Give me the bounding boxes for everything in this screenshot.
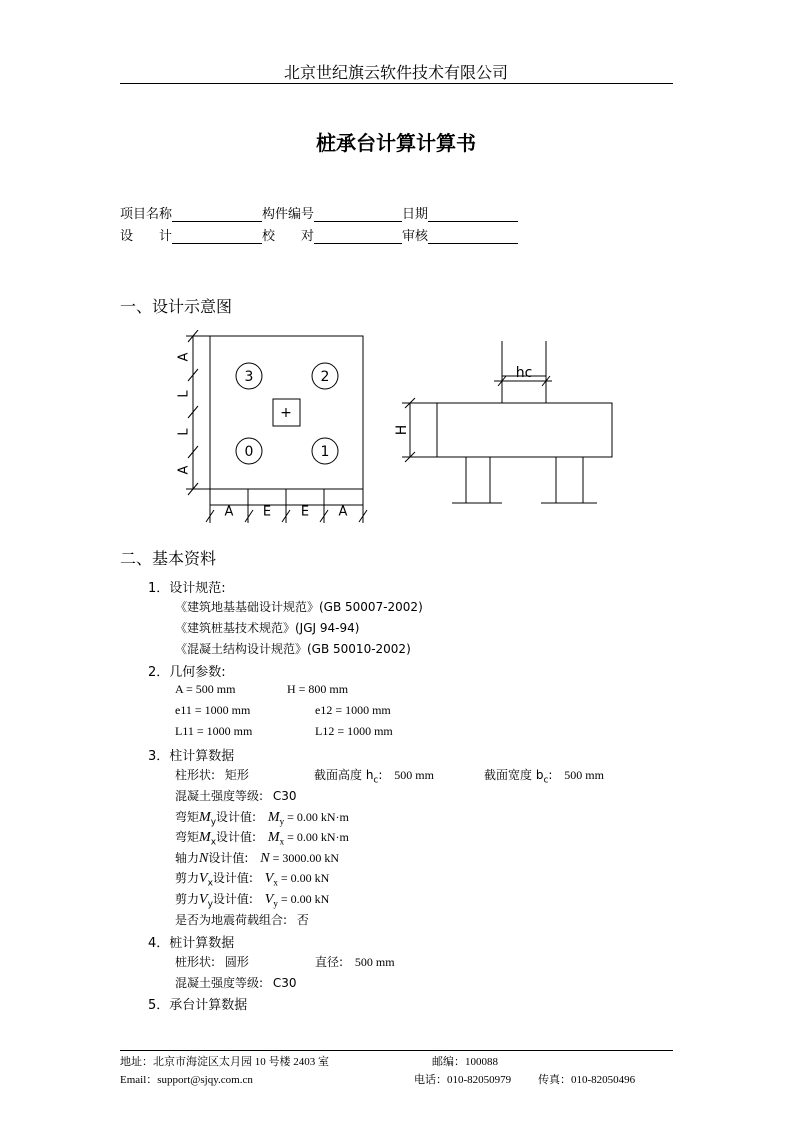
vx-symbol-sub: x — [207, 878, 213, 889]
n-eq-symbol: N — [260, 851, 270, 866]
section-2-heading: 二、基本资料 — [120, 549, 217, 568]
hc-label: hc — [515, 365, 533, 381]
form-label-design: 设 计 — [120, 229, 173, 244]
col-hc-label: 截面高度 h — [314, 768, 374, 782]
vy-label-a: 剪力 — [175, 892, 200, 906]
my-row — [175, 808, 349, 827]
vy-label-b: 设计值: — [212, 892, 253, 906]
height-label: H — [394, 424, 410, 436]
form-label-member: 构件编号 — [262, 207, 315, 222]
code-3: 《混凝土结构设计规范》(GB 50010-2002) — [175, 642, 411, 656]
col-bc-row — [484, 766, 604, 785]
footer-rule — [120, 1050, 673, 1051]
vx-label-a: 剪力 — [175, 871, 200, 885]
bottom-dim-a-right: A — [338, 504, 348, 520]
seismic-label: 是否为地震荷载组合: — [175, 913, 288, 927]
vx-eq-symbol: V — [264, 871, 274, 886]
seismic-value: 否 — [296, 913, 309, 927]
plan-diagram — [170, 330, 380, 530]
col-bc-label: 截面宽度 b — [484, 768, 544, 782]
col-hc-colon: : — [378, 768, 383, 782]
vx-label-b: 设计值: — [212, 871, 253, 885]
n-label-a: 轴力 — [175, 851, 200, 865]
code-2: 《建筑桩基技术规范》(JGJ 94-94) — [175, 621, 360, 635]
n-symbol: N — [199, 851, 209, 866]
pile-concrete-label: 混凝土强度等级: — [175, 976, 264, 990]
col-shape-label: 柱形状: — [175, 768, 216, 782]
n-label-b: 设计值: — [208, 851, 249, 865]
footer-address: 地址：北京市海淀区太月园 10 号楼 2403 室 — [120, 1056, 329, 1068]
my-label-a: 弯矩 — [175, 810, 200, 824]
my-symbol: M — [199, 810, 211, 825]
form-label-review: 审核 — [402, 229, 429, 244]
bottom-dim-a-left: A — [224, 504, 234, 520]
pile-label-3: 3 — [244, 369, 254, 385]
mx-eq: = 0.00 kN·m — [284, 830, 349, 844]
param-l12: L12 = 1000 mm — [315, 724, 393, 738]
mx-row — [175, 828, 349, 847]
mx-symbol: M — [199, 830, 211, 845]
my-symbol-sub: y — [210, 817, 217, 828]
code-1: 《建筑地基基础设计规范》(GB 50007-2002) — [175, 600, 423, 614]
left-dim-l-2: L — [176, 428, 192, 436]
form-row-1 — [120, 203, 518, 222]
form-label-check: 校 对 — [262, 229, 315, 244]
my-eq-sub: y — [279, 816, 285, 827]
param-e12: e12 = 1000 mm — [315, 703, 391, 717]
pile-dia-value: 500 mm — [354, 955, 395, 969]
n-eq: = 3000.00 kN — [269, 851, 340, 865]
left-dim-l-1: L — [176, 390, 192, 398]
vy-value — [264, 892, 330, 909]
vy-eq-symbol: V — [264, 892, 274, 907]
col-shape-row — [175, 766, 249, 783]
vy-eq-sub: y — [273, 898, 278, 909]
col-hc-value: 500 mm — [394, 768, 434, 782]
my-eq: = 0.00 kN·m — [284, 810, 349, 824]
my-value — [267, 810, 349, 827]
my-eq-symbol: M — [267, 810, 280, 825]
mx-value — [267, 830, 349, 847]
center-mark: + — [280, 405, 292, 421]
col-concrete-value: C30 — [272, 789, 297, 803]
vx-row — [175, 869, 329, 888]
mx-label-a: 弯矩 — [175, 830, 200, 844]
mx-symbol-sub: x — [210, 837, 217, 848]
pile-label-1: 1 — [320, 444, 330, 460]
s2-title: 2．几何参数: — [148, 665, 226, 680]
pile-concrete-row — [175, 974, 297, 991]
seismic-row — [175, 911, 309, 928]
param-a: A = 500 mm — [175, 682, 236, 696]
param-h: H = 800 mm — [287, 682, 349, 696]
s3-title: 3．柱计算数据 — [148, 749, 235, 764]
cap-elevation — [437, 403, 612, 457]
vy-symbol: V — [199, 892, 208, 907]
vx-symbol: V — [199, 871, 208, 886]
mx-label-b: 设计值: — [216, 830, 257, 844]
col-shape-value: 矩形 — [224, 768, 249, 782]
my-label-b: 设计值: — [216, 810, 257, 824]
n-value — [260, 851, 339, 865]
elevation-diagram — [390, 335, 620, 510]
form-row-2 — [120, 225, 518, 244]
bottom-dim-e-2: E — [300, 504, 310, 520]
page-title: 桩承台计算计算书 — [316, 131, 476, 155]
footer-fax: 传真：010-82050496 — [538, 1074, 636, 1086]
col-hc-sub: c — [373, 775, 379, 786]
s1-title: 1．设计规范: — [148, 581, 226, 596]
pile-concrete-value: C30 — [272, 976, 297, 990]
footer-phone: 电话：010-82050979 — [414, 1074, 512, 1086]
col-hc-row — [314, 766, 434, 785]
footer-email: Email：support@sjqy.com.cn — [120, 1074, 253, 1086]
pile-label-0: 0 — [244, 444, 254, 460]
pile-dia-row — [315, 953, 395, 970]
n-row — [175, 849, 339, 867]
col-bc-value: 500 mm — [564, 768, 604, 782]
vx-value — [264, 871, 330, 888]
footer-postcode: 邮编：100088 — [432, 1056, 498, 1068]
bottom-dim-e-1: E — [262, 504, 272, 520]
vy-eq: = 0.00 kN — [277, 892, 330, 906]
left-dim-a-top: A — [176, 352, 192, 362]
left-dim-a-bottom: A — [176, 465, 192, 475]
pile-shape-label: 桩形状: — [175, 955, 216, 969]
s4-title: 4．桩计算数据 — [148, 936, 235, 951]
pile-shape-row — [175, 953, 249, 970]
form-label-date: 日期 — [402, 207, 429, 222]
s5-title: 5．承台计算数据 — [148, 998, 248, 1013]
col-bc-colon: : — [548, 768, 553, 782]
vy-symbol-sub: y — [207, 899, 213, 910]
header-rule — [120, 83, 673, 84]
param-l11: L11 = 1000 mm — [175, 724, 253, 738]
vx-eq: = 0.00 kN — [277, 871, 330, 885]
mx-eq-sub: x — [279, 836, 285, 847]
pile-label-2: 2 — [320, 369, 330, 385]
col-bc-sub: c — [543, 775, 549, 786]
vy-row — [175, 890, 329, 909]
col-concrete-label: 混凝土强度等级: — [175, 789, 264, 803]
section-1-heading: 一、设计示意图 — [120, 297, 233, 316]
company-header: 北京世纪旗云软件技术有限公司 — [283, 63, 508, 82]
form-label-project: 项目名称 — [120, 207, 173, 222]
param-e11: e11 = 1000 mm — [175, 703, 251, 717]
mx-eq-symbol: M — [267, 830, 280, 845]
vx-eq-sub: x — [273, 877, 278, 888]
pile-shape-value: 圆形 — [224, 955, 249, 969]
pile-dia-label: 直径: — [315, 955, 344, 969]
col-concrete-row — [175, 787, 297, 804]
